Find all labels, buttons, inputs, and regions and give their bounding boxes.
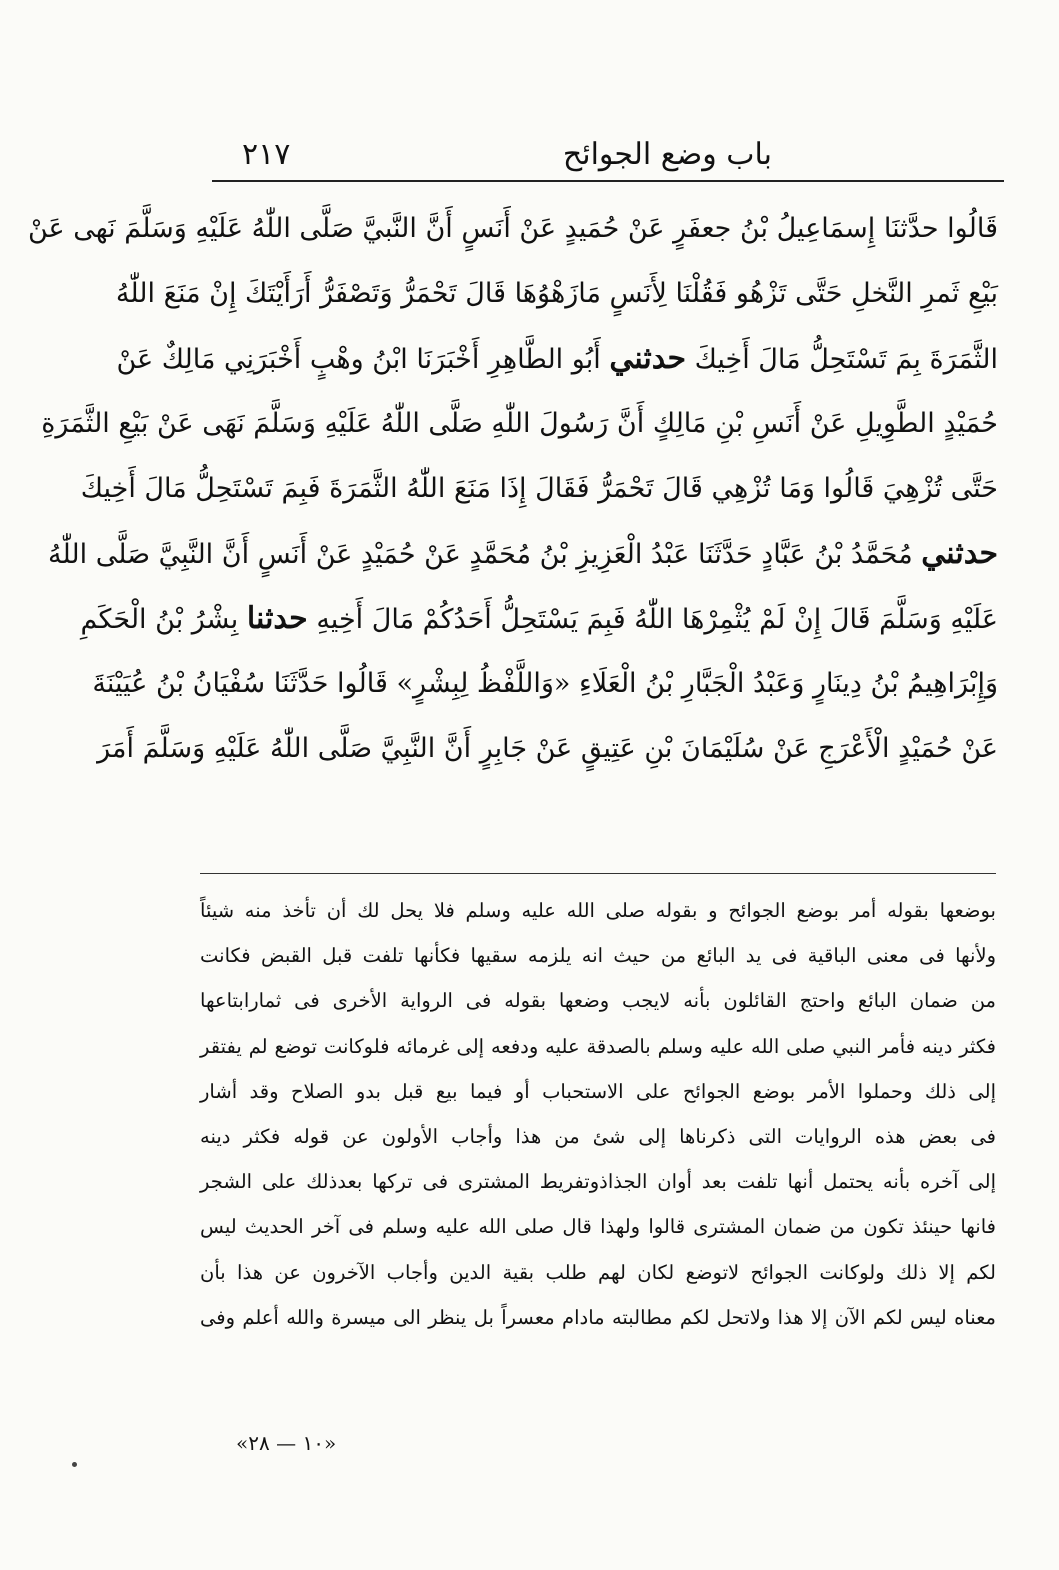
printer-signature: «١٠ — ٢٨» <box>236 1431 337 1455</box>
text-line: وَإِبْرَاهِيمُ بْنُ دِينَارٍ وَعَبْدُ الْجَبَّارِ بْنُ الْعَلَاءِ «وَاللَّفْظُ لِبِشْرٍ» قَالُوا حَدَّثَنَا سُفْيَانُ بْنُ عُيَيْنَةَ <box>92 668 998 699</box>
commentary-line: فى بعض هذه الروايات التى ذكرناها إلى شئ من هذا وأجاب الأولون عن قوله فكثر دينه <box>200 1124 996 1148</box>
text-line: بَيْعِ ثَمرِ النَّخلِ حَتَّى تَزْهُو فَقُلْنَا لِأَنَسٍ مَازَهْوُهَا قَالَ تَحْمَرُّ وَتَصْفَرُّ أَرَأَيْتَكَ إِنْ مَنَعَ اللّٰهُ <box>115 278 998 309</box>
header-rule <box>212 180 1004 182</box>
text-line: حُمَيْدٍ الطَّوِيلِ عَنْ أَنَسِ بْنِ مَالِكٍ أَنَّ رَسُولَ اللّٰهِ صَلَّى اللّٰهُ عَلَيْهِ وَسَلَّمَ نَهَى عَنْ بَيْعِ الثَّمَرَةِ <box>41 408 998 439</box>
text-line: عَلَيْهِ وَسَلَّمَ قَالَ إِنْ لَمْ يُثْمِرْهَا اللّٰهُ فَبِمَ يَسْتَحِلُّ أَحَدُكُمْ مَالَ أَخِيهِ حدثنا بِشْرُ بْنُ الْحَكَمِ <box>80 601 998 636</box>
commentary-line: من ضمان البائع واحتج القائلون بأنه لايجب وضعها بقوله فى الرواية الأخرى فى ثمارابتاعها <box>200 989 996 1013</box>
page-number: ٢١٧ <box>242 137 291 172</box>
haddathani-marker: حدثني <box>921 536 998 571</box>
text-line: عَنْ حُمَيْدٍ الْأَعْرَجِ عَنْ سُلَيْمَانَ بْنِ عَتِيقٍ عَنْ جَابِرٍ أَنَّ النَّبِيَّ صَلَّى اللّٰهُ عَلَيْهِ وَسَلَّمَ أَمَرَ <box>97 733 998 764</box>
haddathani-marker: حدثني <box>609 341 687 376</box>
text-line: قَالُوا حدَّثنَا إِسمَاعِيلُ بْنُ جعفَرٍ عَنْ حُمَيدٍ عَنْ أَنَسٍ أَنَّ النَّبيَّ صَلَّى اللّٰهُ عَلَيْهِ وَسَلَّمَ نَهى عَنْ <box>27 213 998 244</box>
text-line: حدثني مُحَمَّدُ بْنُ عَبَّادٍ حَدَّثَنَا عَبْدُ الْعَزِيزِ بْنُ مُحَمَّدٍ عَنْ حُمَيْدٍ عَنْ أَنَسٍ أَنَّ النَّبِيَّ صَلَّى اللّٰهُ <box>47 536 998 571</box>
haddathana-marker: حدثنا <box>246 601 308 636</box>
commentary-line: لكم إلا ذلك ولوكانت الجوائح لاتوضع لكان لهم طلب بقية الدين وأجاب الآخرون عن هذا بأن <box>200 1260 996 1284</box>
commentary-line: إلى ذلك وحملوا الأمر بوضع الجوائح على الاستحباب أو فيما بيع قبل بدو الصلاح وقد أشار <box>200 1079 996 1103</box>
commentary-rule <box>200 873 996 874</box>
commentary-line: معناه ليس لكم الآن إلا هذا ولاتحل لكم مطالبته مادام معسراً بل ينظر الى ميسرة والله أعلم وفى <box>200 1305 996 1329</box>
text-line: الثَّمَرَةَ بِمَ تَسْتَحِلُّ مَالَ أَخِيكَ حدثني أَبُو الطَّاهِرِ أَخْبَرَنَا ابْنُ وهْبٍ أَخْبَرَنِي مَالِكٌ عَنْ <box>116 341 998 376</box>
commentary-line: إلى آخره بأنه يحتمل أنها تلفت بعد أوان الجذاذوتفريط المشترى فى تركها بعدذلك على الشجر <box>200 1170 996 1194</box>
page-header <box>212 135 1002 175</box>
commentary-line: فكثر دينه فأمر النبي صلى الله عليه وسلم بالصدقة عليه ودفعه إلى غرمائه فلوكانت توضع لم يفتقر <box>200 1034 996 1058</box>
commentary-line: ولأنها فى معنى الباقية فى يد البائع من حيث انه يلزمه سقيها فكأنها تلفت قبل القبض فكانت <box>200 944 996 968</box>
commentary-text <box>200 888 996 1340</box>
commentary-line: فانها حينئذ تكون من ضمان المشترى قالوا ولهذا قال صلى الله عليه وسلم فى آخر الحديث ليس <box>200 1215 996 1239</box>
text-line: حَتَّى تُزْهِيَ قَالُوا وَمَا تُزْهِي قَالَ تَحْمَرُّ فَقَالَ إِذَا مَنَعَ اللّٰهُ الثَّمَرَةَ فَبِمَ تَسْتَحِلُّ مَالَ أَخِيكَ <box>80 473 998 504</box>
margin-dot <box>72 1462 77 1467</box>
hadith-text <box>27 196 998 781</box>
commentary-line: بوضعها بقوله أمر بوضع الجوائح و بقوله صلى الله عليه وسلم فلا يحل لك أن تأخذ منه شيئاً <box>200 899 996 922</box>
running-title: باب وضع الجوائح <box>562 137 772 172</box>
